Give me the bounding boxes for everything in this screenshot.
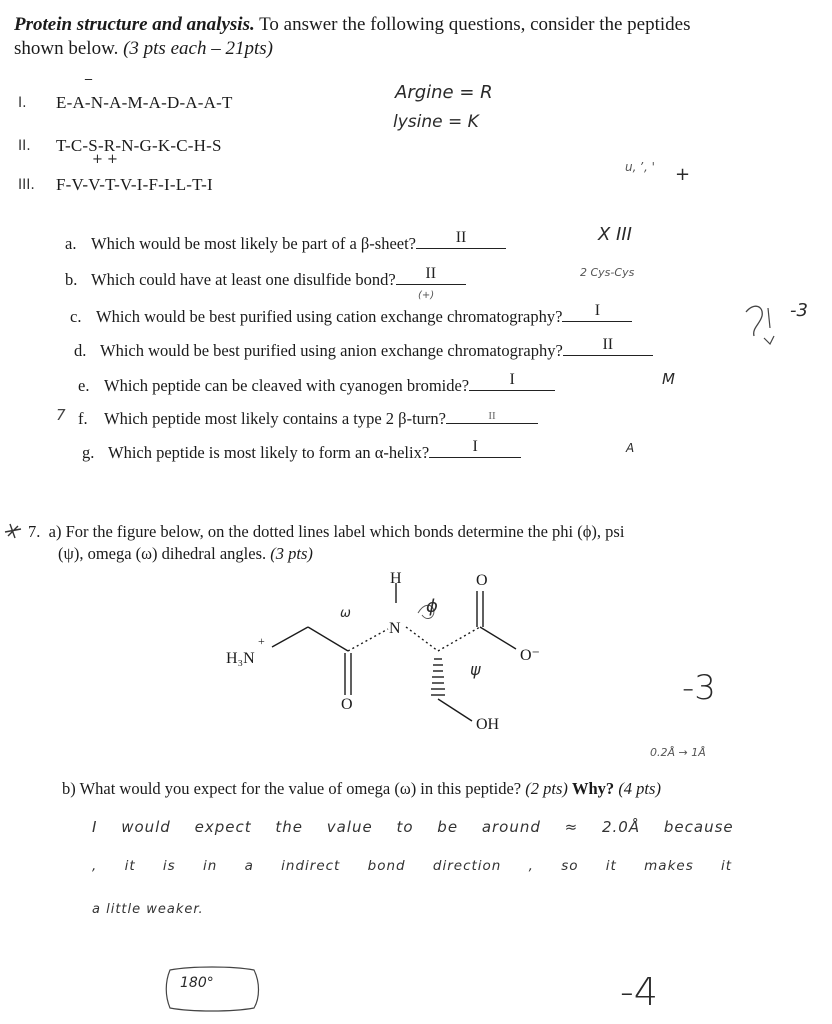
question-letter: d.: [74, 341, 87, 360]
side-note: u, ʼ, ': [625, 160, 655, 174]
header-line-2: [14, 38, 273, 60]
note-b: 2 Cys-Cys: [580, 266, 635, 279]
peptide-numeral-2: II.: [18, 138, 31, 154]
label-n: N: [389, 620, 401, 637]
question-text: Which would be best purified using anion exchange chromatography?: [100, 341, 563, 360]
bond-psi-dotted: [438, 627, 480, 651]
q7-part-b: [62, 779, 661, 799]
answer-value: II: [425, 265, 437, 282]
title-points: (3 pts each – 21pts): [123, 38, 273, 59]
label-h: H: [390, 570, 402, 587]
answer-blank[interactable]: [563, 336, 653, 356]
bond-c-ominus: [480, 627, 516, 649]
answer-blank[interactable]: [429, 438, 521, 458]
label-oh: OH: [476, 716, 500, 733]
bond-side-oh: [438, 699, 472, 721]
q7-part-a-points: (3 pts): [270, 544, 313, 563]
q7-number: 7.: [28, 522, 41, 541]
hand-answer-line-3: a little weaker.: [92, 902, 204, 917]
question-b: [65, 265, 466, 290]
answer-value: II: [488, 410, 496, 422]
note-g: A: [626, 441, 635, 455]
question-f: [78, 407, 538, 429]
question-d: [74, 336, 653, 361]
question-text: Which would be most likely be part of a β-sheet?: [91, 234, 417, 253]
hashed-wedge: [431, 659, 445, 695]
peptide-sequence-1: E-A-N-A-M-A-D-A-A-T: [56, 93, 233, 112]
scribble-arrow-icon: [740, 298, 788, 348]
overline-mark: ‾: [85, 78, 92, 94]
label-o-bottom: O: [341, 696, 353, 713]
question-text: Which peptide is most likely to form an α-helix?: [108, 443, 430, 462]
peptide-sequence-3: F-V-V-T-V-I-F-I-L-T-I: [56, 175, 213, 194]
question-a: [65, 229, 506, 254]
q7-part-a-line1: a) For the figure below, on the dotted lines label which bonds determine the phi (ϕ), psi: [48, 522, 625, 541]
question-text: Which would be best purified using cation exchange chromatography?: [96, 307, 563, 326]
peptide-numeral-1: I.: [18, 95, 27, 111]
hand-psi: ψ: [470, 660, 481, 679]
header-line-1: [14, 14, 691, 36]
hand-answer-line-2: , it is in a indirect bond direction , so it makes it: [92, 858, 733, 874]
title-rest: To answer the following questions, consider the peptides: [254, 14, 691, 35]
title-line2: shown below.: [14, 38, 119, 59]
peptide-numeral-3: III.: [18, 177, 35, 193]
note-e: M: [662, 370, 675, 388]
score-b: -4: [620, 970, 658, 1014]
label-o-top: O: [476, 572, 488, 589]
charge-marks: + +: [92, 152, 118, 167]
answer-blank[interactable]: [396, 265, 466, 285]
answer-blank[interactable]: [469, 371, 555, 391]
part-b-why: Why?: [572, 779, 615, 798]
label-h3n: [226, 650, 255, 668]
note-a: X III: [598, 224, 632, 245]
cation-mark: (+): [418, 290, 435, 301]
label-o-minus: O⁻: [520, 647, 540, 664]
h3n-text: H₃N: [226, 650, 255, 667]
label-plus: +: [258, 634, 265, 648]
hand-omega: ω: [340, 606, 351, 621]
question-letter: g.: [82, 443, 95, 462]
answer-blank[interactable]: [562, 302, 632, 322]
answer-blank[interactable]: [416, 229, 506, 249]
answer-value: II: [455, 229, 467, 246]
q7-line-2: [58, 544, 313, 564]
question-text: Which peptide most likely contains a type 2 β-turn?: [104, 409, 446, 428]
q7-part-a-line2: (ψ), omega (ω) dihedral angles.: [58, 544, 267, 563]
answer-value: II: [602, 336, 614, 353]
answer-value: I: [594, 302, 601, 319]
question-c: [70, 302, 632, 327]
peptide-sequence-2: T-C-S-R-N-G-K-C-H-S: [56, 136, 222, 155]
question-g: [82, 438, 521, 463]
peptide-structure-diagram: [220, 565, 560, 745]
question-letter: b.: [65, 270, 78, 289]
question-letter: a.: [65, 234, 77, 253]
bond-n-ca: [272, 627, 308, 647]
bond-omega-dotted: [348, 629, 388, 651]
boxed-value: 180°: [180, 975, 214, 991]
question-text: Which could have at least one disulfide bond?: [91, 270, 396, 289]
bond-ca-c: [308, 627, 348, 651]
title-lead: Protein structure and analysis.: [14, 14, 255, 35]
note-arginine: Argine = R: [395, 82, 493, 103]
hand-answer-line-1: I would expect the value to be around ≈ 2.0Å because: [92, 818, 734, 836]
bond-phi-dotted: [406, 627, 438, 651]
answer-value: I: [509, 371, 515, 388]
question-letter: f.: [78, 409, 88, 428]
part-b-text: b) What would you expect for the value of omega (ω) in this peptide?: [62, 779, 522, 798]
question-text: Which peptide can be cleaved with cyanogen bromide?: [104, 376, 470, 395]
score-a: -3: [682, 668, 716, 708]
question-letter: e.: [78, 376, 90, 395]
note-lysine: lysine = K: [393, 112, 479, 132]
answer-value: I: [472, 438, 478, 455]
q7-line-1: [28, 522, 624, 542]
question-letter: c.: [70, 307, 82, 326]
f-mark: 7: [56, 406, 66, 424]
part-b-pts1: (2 pts): [525, 779, 568, 798]
note-c: -3: [790, 300, 808, 321]
question-e: [78, 371, 555, 396]
star-mark-icon: [2, 520, 24, 542]
part-b-pts2: (4 pts): [618, 779, 661, 798]
angle-note: 0.2Å → 1Å: [650, 746, 706, 759]
side-plus: +: [675, 164, 691, 185]
answer-blank[interactable]: [446, 407, 538, 424]
hand-phi: ϕ: [426, 596, 438, 617]
